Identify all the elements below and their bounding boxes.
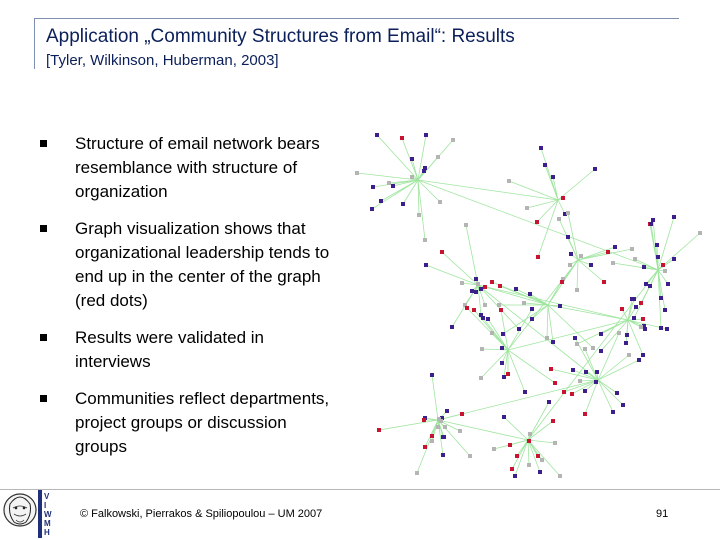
graph-edge bbox=[418, 157, 438, 180]
graph-node bbox=[599, 349, 603, 353]
graph-node bbox=[474, 277, 478, 281]
graph-node bbox=[639, 325, 643, 329]
graph-node bbox=[583, 389, 587, 393]
graph-node bbox=[663, 308, 667, 312]
graph-node bbox=[539, 146, 543, 150]
graph-node bbox=[625, 333, 629, 337]
graph-node bbox=[557, 217, 561, 221]
graph-node bbox=[423, 445, 427, 449]
graph-edge bbox=[627, 320, 628, 335]
graph-node bbox=[551, 340, 555, 344]
logo-letter: H bbox=[44, 528, 50, 537]
graph-node bbox=[410, 175, 414, 179]
graph-node bbox=[649, 222, 653, 226]
graph-node bbox=[439, 419, 443, 423]
graph-node bbox=[575, 342, 579, 346]
graph-node bbox=[540, 458, 544, 462]
bullet-marker-icon bbox=[40, 334, 47, 341]
graph-node bbox=[497, 303, 501, 307]
graph-node bbox=[568, 263, 572, 267]
graph-edge bbox=[504, 417, 528, 440]
graph-node bbox=[659, 296, 663, 300]
graph-node bbox=[639, 301, 643, 305]
graph-edge bbox=[379, 420, 438, 430]
logo-letter: W bbox=[44, 510, 52, 519]
graph-node bbox=[570, 392, 574, 396]
graph-node bbox=[480, 347, 484, 351]
graph-edges bbox=[357, 135, 700, 476]
graph-node bbox=[569, 252, 573, 256]
graph-node bbox=[510, 467, 514, 471]
graph-node bbox=[651, 218, 655, 222]
graph-node bbox=[579, 254, 583, 258]
graph-node bbox=[470, 289, 474, 293]
graph-node bbox=[422, 418, 426, 422]
graph-edge bbox=[478, 285, 548, 305]
graph-node bbox=[611, 261, 615, 265]
graph-node bbox=[599, 332, 603, 336]
graph-node bbox=[589, 263, 593, 267]
graph-node bbox=[624, 341, 628, 345]
graph-node bbox=[422, 169, 426, 173]
graph-node bbox=[595, 370, 599, 374]
graph-node bbox=[551, 419, 555, 423]
graph-node bbox=[632, 297, 636, 301]
graph-edge bbox=[598, 333, 619, 380]
graph-node bbox=[377, 428, 381, 432]
graph-node bbox=[578, 379, 582, 383]
graph-node bbox=[543, 163, 547, 167]
bullet-text: Structure of email network bears resemblance with structure of organization bbox=[75, 134, 320, 201]
graph-node bbox=[436, 155, 440, 159]
graph-node bbox=[648, 284, 652, 288]
graph-edge bbox=[418, 180, 558, 200]
bullet-list bbox=[40, 132, 340, 472]
graph-edge bbox=[634, 270, 658, 318]
graph-node bbox=[472, 308, 476, 312]
graph-node bbox=[517, 327, 521, 331]
graph-node bbox=[672, 257, 676, 261]
graph-node bbox=[536, 454, 540, 458]
graph-node bbox=[441, 453, 445, 457]
graph-node bbox=[566, 211, 570, 215]
graph-node bbox=[476, 282, 480, 286]
graph-node bbox=[583, 347, 587, 351]
graph-node bbox=[698, 231, 702, 235]
graph-node bbox=[558, 304, 562, 308]
graph-node bbox=[502, 415, 506, 419]
graph-node bbox=[637, 358, 641, 362]
graph-node bbox=[451, 138, 455, 142]
graph-node bbox=[460, 412, 464, 416]
graph-node bbox=[445, 409, 449, 413]
graph-node bbox=[500, 346, 504, 350]
graph-node bbox=[401, 202, 405, 206]
graph-node bbox=[620, 307, 624, 311]
graph-node bbox=[547, 400, 551, 404]
graph-edge bbox=[512, 440, 528, 469]
portrait-logo-icon bbox=[2, 486, 38, 538]
graph-edge bbox=[577, 260, 578, 290]
graph-node bbox=[549, 367, 553, 371]
graph-node bbox=[630, 247, 634, 251]
graph-edge bbox=[547, 305, 548, 338]
graph-node bbox=[643, 327, 647, 331]
graph-node bbox=[483, 285, 487, 289]
graph-edge bbox=[601, 320, 628, 351]
graph-node bbox=[553, 441, 557, 445]
graph-node bbox=[571, 368, 575, 372]
graph-node bbox=[441, 435, 445, 439]
graph-node bbox=[644, 282, 648, 286]
graph-node bbox=[515, 454, 519, 458]
graph-node bbox=[560, 280, 564, 284]
graph-node bbox=[474, 290, 478, 294]
bullet-item bbox=[40, 132, 340, 204]
graph-node bbox=[530, 307, 534, 311]
university-logo bbox=[38, 490, 64, 538]
bullet-item bbox=[40, 217, 340, 313]
graph-edge bbox=[527, 200, 558, 208]
graph-node bbox=[460, 281, 464, 285]
graph-node bbox=[423, 238, 427, 242]
slide-title: Application „Community Structures from Email“: Results bbox=[46, 26, 515, 47]
graph-node bbox=[663, 269, 667, 273]
graph-node bbox=[479, 376, 483, 380]
graph-node bbox=[655, 243, 659, 247]
graph-edge bbox=[482, 349, 508, 350]
graph-node bbox=[641, 317, 645, 321]
graph-node bbox=[424, 263, 428, 267]
graph-node bbox=[438, 200, 442, 204]
footer-copyright: © Falkowski, Pierrakos & Spiliopoulou – UM 2007 bbox=[80, 508, 323, 520]
graph-node bbox=[538, 470, 542, 474]
graph-edge bbox=[528, 440, 555, 443]
graph-node bbox=[415, 471, 419, 475]
bullet-item bbox=[40, 326, 340, 374]
graph-node bbox=[656, 255, 660, 259]
graph-node bbox=[551, 175, 555, 179]
graph-node bbox=[593, 167, 597, 171]
graph-node bbox=[483, 303, 487, 307]
graph-edge bbox=[598, 380, 623, 405]
footer-divider bbox=[0, 489, 720, 490]
graph-node bbox=[575, 288, 579, 292]
bullet-text: Communities reflect departments, project groups or discussion groups bbox=[75, 389, 330, 456]
graph-node bbox=[661, 263, 665, 267]
graph-node bbox=[387, 181, 391, 185]
bullet-text: Results were validated in interviews bbox=[75, 328, 264, 371]
graph-edge bbox=[568, 237, 578, 260]
graph-node bbox=[591, 346, 595, 350]
graph-node bbox=[490, 280, 494, 284]
graph-node bbox=[672, 215, 676, 219]
graph-node bbox=[514, 287, 518, 291]
graph-node bbox=[528, 432, 532, 436]
graph-node bbox=[443, 425, 447, 429]
graph-node bbox=[371, 185, 375, 189]
graph-node bbox=[375, 133, 379, 137]
graph-node bbox=[506, 372, 510, 376]
graph-node bbox=[500, 361, 504, 365]
graph-node bbox=[611, 410, 615, 414]
graph-node bbox=[481, 316, 485, 320]
graph-node bbox=[501, 332, 505, 336]
graph-node bbox=[632, 316, 636, 320]
graph-node bbox=[490, 331, 494, 335]
graph-node bbox=[566, 235, 570, 239]
graph-nodes bbox=[355, 133, 702, 478]
graph-node bbox=[391, 184, 395, 188]
graph-edge bbox=[357, 173, 418, 180]
graph-node bbox=[525, 206, 529, 210]
graph-node bbox=[430, 439, 434, 443]
graph-node bbox=[594, 380, 598, 384]
graph-node bbox=[440, 250, 444, 254]
graph-edge bbox=[426, 265, 478, 285]
graph-node bbox=[424, 133, 428, 137]
graph-node bbox=[584, 370, 588, 374]
graph-node bbox=[502, 375, 506, 379]
graph-node bbox=[602, 280, 606, 284]
bullet-marker-icon bbox=[40, 395, 47, 402]
graph-node bbox=[528, 292, 532, 296]
graph-node bbox=[553, 381, 557, 385]
graph-edge bbox=[601, 320, 628, 334]
email-network-graph bbox=[328, 120, 720, 485]
bullet-text: Graph visualization shows that organizational leadership tends to end up in the center of the graph (red dots) bbox=[75, 219, 330, 310]
graph-node bbox=[527, 463, 531, 467]
logo-letter: V bbox=[44, 492, 50, 501]
graph-node bbox=[642, 265, 646, 269]
graph-node bbox=[615, 391, 619, 395]
graph-node bbox=[561, 196, 565, 200]
graph-edge bbox=[438, 420, 528, 440]
graph-node bbox=[522, 301, 526, 305]
graph-node bbox=[479, 287, 483, 291]
graph-node bbox=[464, 223, 468, 227]
graph-edge bbox=[558, 169, 595, 200]
graph-node bbox=[621, 403, 625, 407]
graph-node bbox=[430, 373, 434, 377]
graph-node bbox=[417, 213, 421, 217]
graph-node bbox=[627, 353, 631, 357]
graph-node bbox=[530, 317, 534, 321]
graph-edge bbox=[528, 270, 658, 440]
logo-letter: M bbox=[44, 519, 51, 528]
bullet-marker-icon bbox=[40, 225, 47, 232]
logo-bar bbox=[38, 490, 42, 538]
graph-edge bbox=[509, 181, 558, 200]
graph-edge bbox=[403, 180, 418, 204]
graph-node bbox=[665, 327, 669, 331]
graph-node bbox=[545, 336, 549, 340]
graph-node bbox=[370, 207, 374, 211]
graph-edge bbox=[432, 375, 438, 420]
graph-node bbox=[498, 284, 502, 288]
graph-node bbox=[499, 308, 503, 312]
graph-edge bbox=[418, 180, 440, 202]
graph-node bbox=[659, 326, 663, 330]
graph-node bbox=[535, 220, 539, 224]
graph-node bbox=[410, 157, 414, 161]
graph-edge bbox=[532, 305, 548, 319]
graph-edge bbox=[658, 259, 674, 270]
graph-edge bbox=[558, 200, 565, 214]
graph-node bbox=[465, 306, 469, 310]
graph-node bbox=[486, 317, 490, 321]
graph-node bbox=[562, 390, 566, 394]
graph-edge bbox=[537, 200, 558, 222]
graph-node bbox=[458, 429, 462, 433]
graph-node bbox=[617, 331, 621, 335]
graph-edge bbox=[528, 440, 529, 465]
graph-node bbox=[379, 199, 383, 203]
graph-node bbox=[613, 245, 617, 249]
graph-node bbox=[536, 255, 540, 259]
graph-node bbox=[583, 412, 587, 416]
graph-node bbox=[634, 305, 638, 309]
bullet-marker-icon bbox=[40, 140, 47, 147]
logo-letter: I bbox=[44, 501, 47, 510]
graph-node bbox=[523, 390, 527, 394]
graph-node bbox=[436, 425, 440, 429]
graph-edge bbox=[541, 148, 558, 200]
graph-node bbox=[430, 434, 434, 438]
graph-node bbox=[641, 353, 645, 357]
graph-edge bbox=[538, 200, 558, 257]
graph-node bbox=[400, 136, 404, 140]
graph-node bbox=[527, 439, 531, 443]
graph-node bbox=[507, 179, 511, 183]
graph-edge bbox=[658, 217, 674, 270]
graph-node bbox=[508, 443, 512, 447]
slide-subtitle: [Tyler, Wilkinson, Huberman, 2003] bbox=[46, 52, 279, 69]
graph-node bbox=[558, 474, 562, 478]
graph-node bbox=[513, 474, 517, 478]
graph-node bbox=[573, 336, 577, 340]
graph-node bbox=[492, 447, 496, 451]
bullet-item bbox=[40, 387, 340, 459]
graph-node bbox=[606, 250, 610, 254]
page-number: 91 bbox=[656, 508, 669, 520]
graph-node bbox=[355, 171, 359, 175]
graph-node bbox=[633, 257, 637, 261]
graph-node bbox=[666, 282, 670, 286]
graph-node bbox=[468, 454, 472, 458]
graph-node bbox=[450, 325, 454, 329]
